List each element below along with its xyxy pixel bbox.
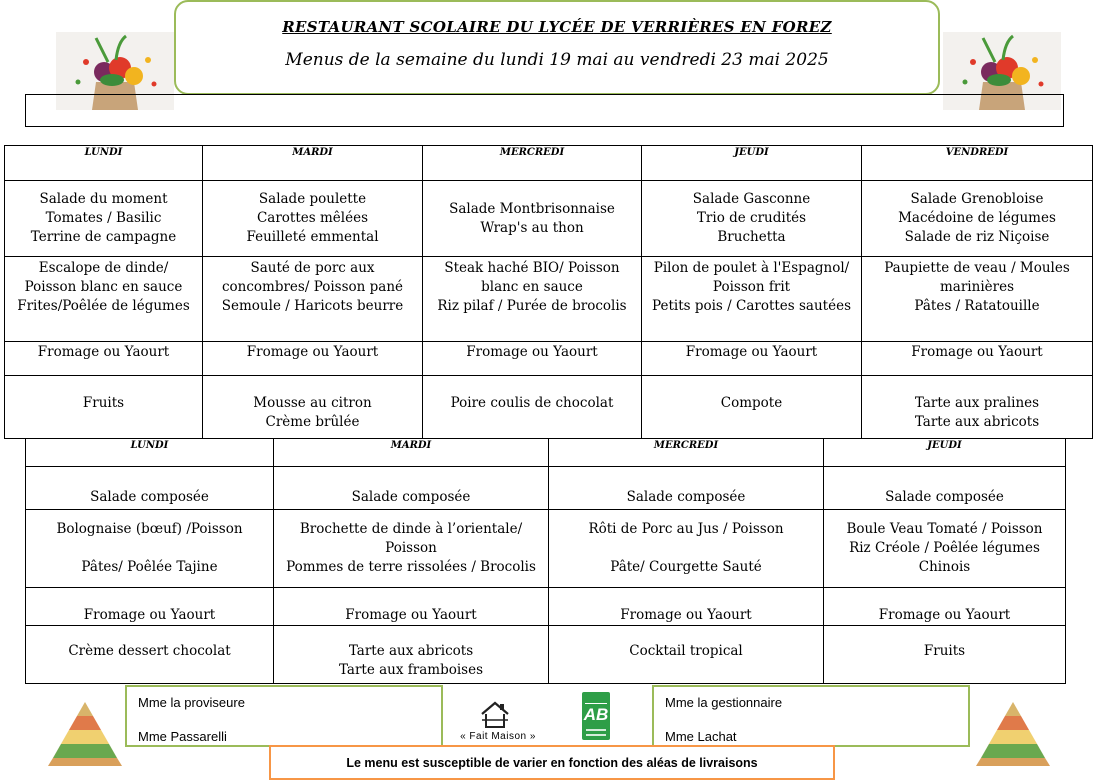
table-row <box>26 510 1066 588</box>
day-header: MARDI <box>203 146 423 181</box>
day-header: JEUDI <box>642 146 862 181</box>
table-row <box>26 588 1066 626</box>
dairy-cell: Fromage ou Yaourt <box>423 342 642 376</box>
main-cell: Paupiette de veau / Moules marinières Pâtes / Ratatouille <box>862 257 1093 342</box>
dessert-cell: Mousse au citron Crème brûlée <box>203 376 423 439</box>
starter-cell: Salade Montbrisonnaise Wrap's au thon <box>423 181 642 257</box>
table-row <box>26 626 1066 684</box>
day-header: JEUDI <box>824 439 1066 467</box>
main-cell: Steak haché BIO/ Poisson blanc en sauce Riz pilaf / Purée de brocolis <box>423 257 642 342</box>
table-row <box>26 467 1066 510</box>
dairy-cell: Fromage ou Yaourt <box>274 588 549 626</box>
house-icon <box>478 700 512 730</box>
day-header: VENDREDI <box>862 146 1093 181</box>
principal-title: Mme la proviseure <box>138 695 245 710</box>
main-cell: Rôti de Porc au Jus / Poisson Pâte/ Courgette Sauté <box>549 510 824 588</box>
fait-maison-label: « Fait Maison » <box>460 731 536 742</box>
dairy-cell: Fromage ou Yaourt <box>642 342 862 376</box>
main-cell: Boule Veau Tomaté / Poisson Riz Créole / Poêlée légumes Chinois <box>824 510 1066 588</box>
dessert-cell: Poire coulis de chocolat <box>423 376 642 439</box>
blank-bar <box>25 94 1064 127</box>
dairy-cell: Fromage ou Yaourt <box>824 588 1066 626</box>
day-header: MARDI <box>274 439 549 467</box>
starter-cell: Salade du moment Tomates / Basilic Terrine de campagne <box>5 181 203 257</box>
manager-title: Mme la gestionnaire <box>665 695 783 710</box>
principal-box <box>125 685 443 747</box>
starter-cell: Salade composée <box>549 467 824 510</box>
dessert-cell: Crème dessert chocolat <box>26 626 274 684</box>
ab-logo-text: AB <box>583 705 609 724</box>
dessert-cell: Tarte aux abricots Tarte aux framboises <box>274 626 549 684</box>
food-pyramid-icon <box>46 700 124 768</box>
school-title: RESTAURANT SCOLAIRE DU LYCÉE DE VERRIÈRES EN FOREZ <box>282 18 832 36</box>
manager-box <box>652 685 970 747</box>
dairy-cell: Fromage ou Yaourt <box>203 342 423 376</box>
food-pyramid-icon <box>974 700 1052 768</box>
table-row <box>5 181 1093 257</box>
main-cell: Sauté de porc aux concombres/ Poisson pané Semoule / Haricots beurre <box>203 257 423 342</box>
dessert-cell: Tarte aux pralines Tarte aux abricots <box>862 376 1093 439</box>
dairy-cell: Fromage ou Yaourt <box>5 342 203 376</box>
starter-cell: Salade composée <box>26 467 274 510</box>
dessert-cell: Fruits <box>5 376 203 439</box>
main-cell: Bolognaise (bœuf) /Poisson Pâtes/ Poêlée Tajine <box>26 510 274 588</box>
table-row <box>5 146 1093 181</box>
day-header: LUNDI <box>5 146 203 181</box>
ab-organic-logo <box>582 692 610 740</box>
dairy-cell: Fromage ou Yaourt <box>549 588 824 626</box>
main-cell: Brochette de dinde à l’orientale/ Poisson Pommes de terre rissolées / Brocolis <box>274 510 549 588</box>
header-box <box>174 0 940 95</box>
week-title: Menus de la semaine du lundi 19 mai au vendredi 23 mai 2025 <box>285 50 829 70</box>
day-header: MERCREDI <box>549 439 824 467</box>
day-header: MERCREDI <box>423 146 642 181</box>
starter-cell: Salade Gasconne Trio de crudités Bruchetta <box>642 181 862 257</box>
starter-cell: Salade poulette Carottes mêlées Feuilleté emmental <box>203 181 423 257</box>
starter-cell: Salade composée <box>274 467 549 510</box>
table-row <box>5 376 1093 439</box>
dairy-cell: Fromage ou Yaourt <box>26 588 274 626</box>
dairy-cell: Fromage ou Yaourt <box>862 342 1093 376</box>
menu-table-week2 <box>25 438 1066 684</box>
dessert-cell: Compote <box>642 376 862 439</box>
manager-name: Mme Lachat <box>665 729 737 744</box>
principal-name: Mme Passarelli <box>138 729 227 744</box>
main-cell: Escalope de dinde/ Poisson blanc en sauce Frites/Poêlée de légumes <box>5 257 203 342</box>
menu-table-week1 <box>4 145 1093 439</box>
starter-cell: Salade Grenobloise Macédoine de légumes Salade de riz Niçoise <box>862 181 1093 257</box>
table-row <box>26 439 1066 467</box>
table-row <box>5 342 1093 376</box>
dessert-cell: Cocktail tropical <box>549 626 824 684</box>
starter-cell: Salade composée <box>824 467 1066 510</box>
main-cell: Pilon de poulet à l'Espagnol/ Poisson frit Petits pois / Carottes sautées <box>642 257 862 342</box>
delivery-notice: Le menu est susceptible de varier en fonction des aléas de livraisons <box>269 745 835 780</box>
dessert-cell: Fruits <box>824 626 1066 684</box>
day-header: LUNDI <box>26 439 274 467</box>
table-row <box>5 257 1093 342</box>
